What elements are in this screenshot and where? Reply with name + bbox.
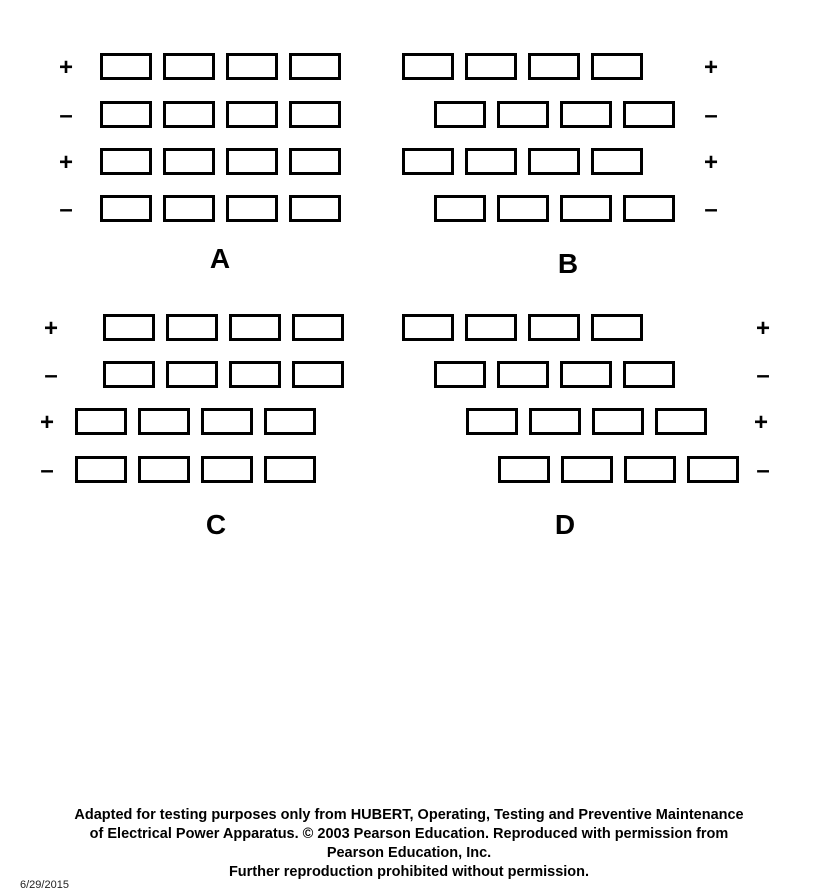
- winding-diagram-c: [0, 290, 400, 540]
- coil-box: [289, 53, 341, 80]
- diagram-label: D: [554, 509, 576, 540]
- coil-box: [591, 314, 643, 341]
- coil-box: [623, 361, 675, 388]
- polarity-sign: –: [40, 457, 54, 484]
- coil-box: [100, 148, 152, 175]
- coil-box: [402, 314, 454, 341]
- winding-diagram-d: [380, 290, 780, 540]
- date-stamp: 6/29/2015: [20, 879, 69, 891]
- coil-box: [292, 361, 344, 388]
- coil-box: [591, 148, 643, 175]
- polarity-sign: –: [756, 457, 770, 484]
- diagram-label: C: [205, 509, 227, 540]
- copyright-notice: [0, 806, 818, 882]
- coil-box: [529, 408, 581, 435]
- coil-box: [465, 148, 517, 175]
- coil-box: [201, 456, 253, 483]
- coil-box: [289, 195, 341, 222]
- coil-box: [434, 361, 486, 388]
- coil-box: [402, 53, 454, 80]
- polarity-sign: –: [704, 102, 718, 129]
- coil-box: [528, 148, 580, 175]
- polarity-sign: +: [43, 315, 58, 342]
- polarity-sign: +: [39, 409, 54, 436]
- coil-box: [226, 148, 278, 175]
- coil-box: [100, 101, 152, 128]
- polarity-sign: –: [59, 196, 73, 223]
- polarity-sign: +: [703, 149, 718, 176]
- coil-box: [465, 53, 517, 80]
- coil-box: [434, 195, 486, 222]
- coil-box: [166, 314, 218, 341]
- coil-box: [163, 195, 215, 222]
- coil-box: [560, 361, 612, 388]
- coil-box: [163, 101, 215, 128]
- coil-box: [497, 361, 549, 388]
- coil-box: [591, 53, 643, 80]
- coil-box: [229, 361, 281, 388]
- diagram-label: B: [557, 248, 579, 279]
- coil-box: [103, 361, 155, 388]
- coil-box: [560, 195, 612, 222]
- polarity-sign: +: [703, 54, 718, 81]
- coil-box: [138, 456, 190, 483]
- coil-box: [100, 195, 152, 222]
- coil-box: [75, 408, 127, 435]
- coil-box: [497, 101, 549, 128]
- coil-box: [289, 148, 341, 175]
- polarity-sign: +: [58, 54, 73, 81]
- coil-box: [687, 456, 739, 483]
- coil-box: [561, 456, 613, 483]
- coil-box: [138, 408, 190, 435]
- coil-box: [624, 456, 676, 483]
- polarity-sign: +: [753, 409, 768, 436]
- coil-box: [592, 408, 644, 435]
- polarity-sign: –: [44, 362, 58, 389]
- winding-diagram-a: [0, 0, 400, 274]
- coil-box: [229, 314, 281, 341]
- coil-box: [163, 53, 215, 80]
- coil-box: [465, 314, 517, 341]
- copyright-line-1: Adapted for testing purposes only from HUBERT, Operating, Testing and Preventive Maintenance: [74, 807, 744, 823]
- polarity-sign: –: [704, 196, 718, 223]
- coil-box: [75, 456, 127, 483]
- coil-box: [623, 101, 675, 128]
- coil-box: [103, 314, 155, 341]
- polarity-sign: +: [755, 315, 770, 342]
- coil-box: [434, 101, 486, 128]
- polarity-sign: –: [59, 102, 73, 129]
- copyright-line-4: Further reproduction prohibited without permission.: [228, 864, 590, 880]
- copyright-line-2: of Electrical Power Apparatus. © 2003 Pearson Education. Reproduced with permission from: [89, 826, 729, 842]
- coil-box: [528, 53, 580, 80]
- coil-box: [226, 101, 278, 128]
- coil-box: [528, 314, 580, 341]
- coil-box: [623, 195, 675, 222]
- coil-box: [466, 408, 518, 435]
- coil-box: [498, 456, 550, 483]
- coil-box: [402, 148, 454, 175]
- coil-box: [264, 456, 316, 483]
- coil-box: [497, 195, 549, 222]
- coil-box: [289, 101, 341, 128]
- coil-box: [560, 101, 612, 128]
- coil-box: [292, 314, 344, 341]
- coil-box: [100, 53, 152, 80]
- copyright-line-3: Pearson Education, Inc.: [326, 845, 492, 861]
- coil-box: [201, 408, 253, 435]
- coil-box: [226, 53, 278, 80]
- coil-box: [655, 408, 707, 435]
- diagram-label: A: [209, 243, 231, 274]
- winding-diagram-b: [380, 0, 780, 279]
- coil-box: [163, 148, 215, 175]
- coil-box: [226, 195, 278, 222]
- coil-box: [264, 408, 316, 435]
- polarity-sign: –: [756, 362, 770, 389]
- coil-box: [166, 361, 218, 388]
- polarity-sign: +: [58, 149, 73, 176]
